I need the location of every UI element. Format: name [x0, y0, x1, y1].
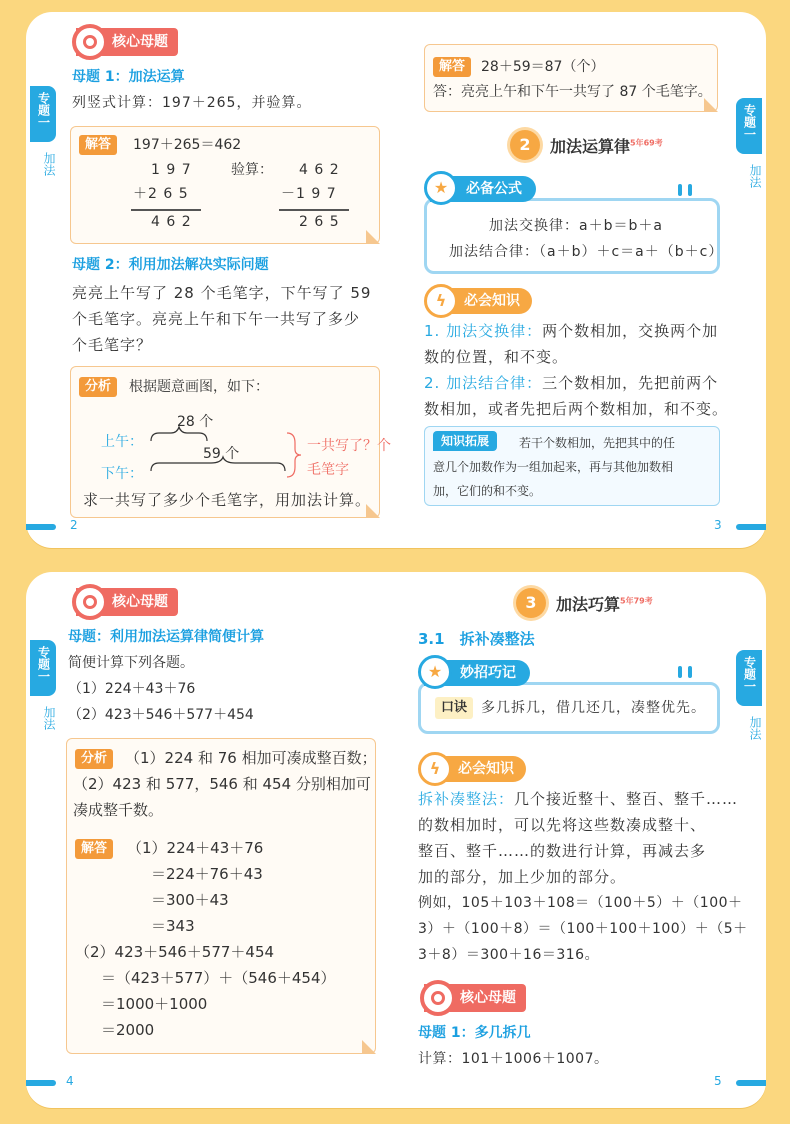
- analysis-line-1: （1）224 和 76 相加可凑成整百数；: [125, 749, 377, 767]
- core-problem-badge: 核心母题: [76, 28, 178, 56]
- formula-2: 加法结合律：（a＋b）＋c＝a＋（b＋c）: [449, 244, 724, 260]
- answer-equation-2: 28＋59＝87（个）: [481, 59, 605, 75]
- problem-1-text-2: 计算：101＋1006＋1007。: [418, 1051, 609, 1067]
- answer-line-2: ＝224＋76＋43: [151, 865, 263, 883]
- answer-line-8: ＝2000: [101, 1021, 155, 1039]
- diagram-braces: [71, 399, 301, 483]
- decor-bars-1: [678, 184, 692, 196]
- check-label: 验算：: [231, 162, 273, 178]
- method-line-1: 拆补凑整法：几个接近整十、整百、整千……: [418, 790, 739, 808]
- page-number-5: 5: [714, 1074, 722, 1088]
- tip-tag: 口诀: [435, 697, 473, 719]
- method-line-3: 整百、整千……的数进行计算，再减去多: [418, 842, 707, 860]
- knowledge-2-line-2: 数相加，或者先把后两个数相加，和不变。: [424, 400, 729, 418]
- problem-1-title: 母题 1：加法运算: [72, 69, 185, 85]
- answer-line-5: （2）423＋546＋577＋454: [75, 943, 275, 961]
- extension-line-2: 意几个加数作为一组加起来，再与其他加数相: [433, 460, 674, 474]
- analysis-conclusion: 求一共写了多少个毛笔字，用加法计算。: [83, 491, 372, 509]
- page-number-3: 3: [714, 518, 722, 532]
- method-line-4: 加的部分，加上少加的部分。: [418, 868, 627, 886]
- page-bar-left-2: [26, 1080, 56, 1086]
- subsection-title: 3.1 拆补凑整法: [418, 630, 535, 648]
- example-line-1: 例如，105＋103＋108＝（100＋5）＋（100＋: [418, 895, 743, 911]
- problem-2-line-1: 亮亮上午写了 28 个毛笔字，下午写了 59: [72, 284, 372, 302]
- check-row-3: 2 6 5: [299, 214, 340, 230]
- side-tab-subject: 加法: [42, 152, 56, 176]
- page-number-2: 2: [70, 518, 78, 532]
- target-icon: [420, 980, 456, 1016]
- tip-text: 多几拆几，借几还几，凑整优先。: [481, 700, 706, 716]
- diagram-afternoon-count: 59 个: [203, 446, 240, 462]
- tip-box: [418, 682, 720, 734]
- question-1: （1）224＋43＋76: [68, 681, 196, 697]
- extension-line-1: 若干个数相加，先把其中的任: [519, 436, 676, 450]
- section-note-3: 5年79考: [620, 596, 653, 606]
- analysis-answer-box: [66, 738, 376, 1054]
- page-number-4: 4: [66, 1074, 74, 1088]
- question-2: （2）423＋546＋577＋454: [68, 707, 254, 723]
- problem-1-text: 列竖式计算：197＋265，并验算。: [72, 95, 312, 111]
- check-row-2: －1 9 7: [281, 186, 337, 202]
- answer-tag-2: 解答: [433, 57, 471, 77]
- diagram-morning-label: 上午：: [101, 434, 143, 450]
- analysis-box: [70, 366, 391, 518]
- lightning-icon: ϟ: [418, 752, 452, 786]
- analysis-tag: 分析: [79, 377, 117, 397]
- side-tab-topic-4: 专题一: [736, 650, 762, 706]
- extension-line-3: 加，它们的和不变。: [433, 484, 542, 498]
- problem-title: 母题：利用加法运算律简便计算: [68, 629, 264, 645]
- calc-row-1: 1 9 7: [151, 162, 192, 178]
- answer-line-6: ＝（423＋577）＋（546＋454）: [101, 969, 336, 987]
- knowledge-1-line-2: 数的位置，和不变。: [424, 348, 569, 366]
- bar-diagram: [71, 399, 391, 483]
- knowledge-header: ϟ 必会知识: [430, 288, 532, 314]
- page-spread-1: [26, 12, 766, 548]
- knowledge-2-line-1: 2. 加法结合律：三个数相加，先把前两个: [424, 374, 719, 392]
- tip-header: ★ 妙招巧记: [424, 660, 530, 686]
- page-bar-left: [26, 524, 56, 530]
- answer-tag-3: 解答: [75, 839, 113, 859]
- answer-box-2: [424, 44, 718, 112]
- answer-line-4: ＝343: [151, 917, 195, 935]
- extension-tag: 知识拓展: [433, 431, 497, 451]
- analysis-line-2: （2）423 和 577，546 和 454 分别相加可: [73, 775, 371, 793]
- check-row-1: 4 6 2: [299, 162, 340, 178]
- diagram-total-line-2: 毛笔字: [307, 462, 349, 478]
- formula-1: 加法交换律：a＋b＝b＋a: [489, 218, 663, 234]
- calc-row-2: ＋2 6 5: [133, 186, 189, 202]
- side-tab-topic: 专题一: [30, 86, 56, 142]
- page-bar-right-2: [736, 1080, 766, 1086]
- calc-row-3: 4 6 2: [151, 214, 192, 230]
- example-line-2: 3）＋（100＋8）＝（100＋100＋100）＋（5＋: [418, 921, 748, 937]
- answer-box: [70, 126, 380, 244]
- formula-header: ★ 必备公式: [430, 176, 536, 202]
- decor-bars-2: [678, 666, 692, 678]
- core-problem-badge-2: 核心母题: [76, 588, 178, 616]
- answer-equation: 197＋265＝462: [133, 137, 242, 153]
- extension-box: [424, 426, 720, 506]
- analysis-line-3: 凑成整千数。: [73, 801, 164, 819]
- section-title-2: 加法运算律$^{5年69考}$: [550, 137, 663, 156]
- side-tab-topic-3: 专题一: [30, 640, 56, 696]
- star-icon: ★: [418, 655, 452, 689]
- example-line-3: 3＋8）＝300＋16＝316。: [418, 947, 600, 963]
- side-tab-subject-right: 加法: [748, 164, 762, 188]
- answer-tag: 解答: [79, 135, 117, 155]
- target-icon: [72, 24, 108, 60]
- lightning-icon: ϟ: [424, 284, 458, 318]
- knowledge-1-line-1: 1. 加法交换律：两个数相加，交换两个加: [424, 322, 719, 340]
- answer-text-2: 答：亮亮上午和下午一共写了 87 个毛笔字。: [433, 84, 712, 100]
- problem-1-title-2: 母题 1：多几拆几: [418, 1025, 531, 1041]
- section-note-2: 5年69考: [630, 138, 663, 148]
- knowledge-header-2: ϟ 必会知识: [424, 756, 526, 782]
- formula-box: [424, 198, 724, 274]
- page-spread-2: [26, 572, 766, 1108]
- problem-intro: 简便计算下列各题。: [68, 655, 194, 671]
- problem-2-line-2: 个毛笔字。亮亮上午和下午一共写了多少: [72, 310, 361, 328]
- section-number-3: 3: [516, 588, 546, 618]
- side-tab-topic-right: 专题一: [736, 98, 762, 154]
- answer-line-1: （1）224＋43＋76: [127, 839, 264, 857]
- search-icon: ★: [424, 171, 458, 205]
- diagram-total-line-1: 一共写了？个: [307, 438, 391, 454]
- page-bar-right: [736, 524, 766, 530]
- diagram-morning-count: 28 个: [177, 414, 214, 430]
- section-title-3: 加法巧算$^{5年79考}$: [556, 595, 653, 614]
- analysis-text: 根据题意画图，如下：: [129, 379, 269, 395]
- side-tab-subject-4: 加法: [748, 716, 762, 740]
- diagram-afternoon-label: 下午：: [101, 466, 143, 482]
- method-line-2: 的数相加时，可以先将这些数凑成整十、: [418, 816, 707, 834]
- analysis-tag-2: 分析: [75, 749, 113, 769]
- answer-line-3: ＝300＋43: [151, 891, 229, 909]
- answer-line-7: ＝1000＋1000: [101, 995, 208, 1013]
- core-problem-badge-3: 核心母题: [424, 984, 526, 1012]
- section-number-2: 2: [510, 130, 540, 160]
- problem-2-title: 母题 2：利用加法解决实际问题: [72, 257, 269, 273]
- target-icon: [72, 584, 108, 620]
- side-tab-subject-3: 加法: [42, 706, 56, 730]
- problem-2-line-3: 个毛笔字？: [72, 336, 153, 354]
